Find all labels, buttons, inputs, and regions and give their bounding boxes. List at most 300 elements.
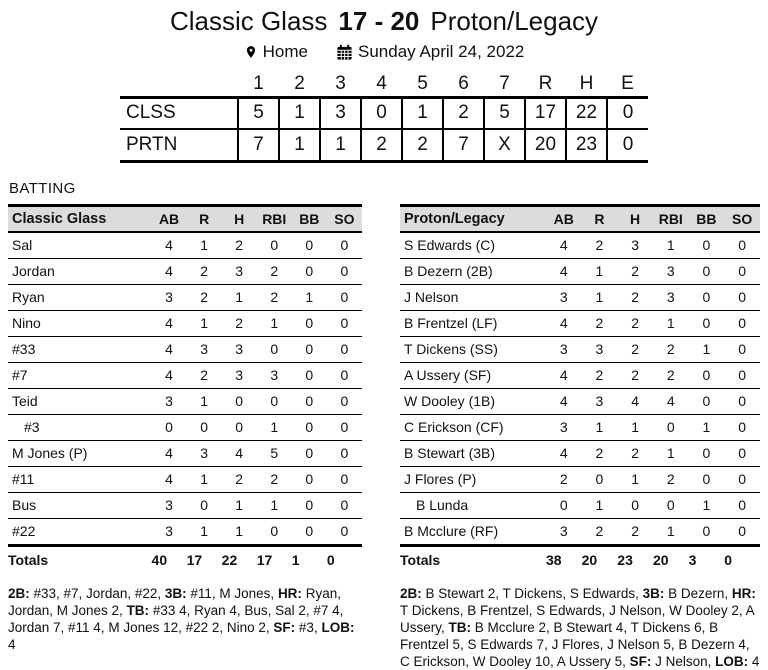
ab-value: 3: [152, 492, 187, 518]
r-value: 1: [187, 232, 222, 259]
r-value: 0: [582, 466, 618, 492]
so-value: 0: [327, 518, 362, 545]
so-value: 0: [327, 232, 362, 259]
rbi-value: 1: [653, 232, 689, 259]
totals-rbi: 17: [257, 545, 292, 573]
h-value: 4: [222, 440, 257, 466]
totals-ab: 40: [152, 545, 187, 573]
player-row: [400, 310, 760, 336]
h-value: 3: [222, 258, 257, 284]
player-row: [8, 440, 362, 466]
so-value: 0: [327, 258, 362, 284]
rbi-value: 0: [257, 232, 292, 259]
rbi-value: 2: [653, 336, 689, 362]
bb-value: 0: [292, 258, 327, 284]
so-value: 0: [724, 362, 760, 388]
errors-total: 0: [607, 97, 648, 129]
note-label: HR:: [277, 585, 302, 601]
player-name: B Stewart (3B): [400, 440, 546, 466]
note-text: J Nelson,: [651, 653, 716, 669]
r-value: 2: [582, 518, 618, 545]
batting-section-title: BATTING: [9, 179, 76, 197]
inning-score: 1: [320, 129, 361, 161]
inning-score: 2: [443, 97, 484, 129]
player-name: J Nelson: [400, 284, 546, 310]
linescore-team-row: [120, 97, 648, 129]
stat-column-header: RBI: [257, 205, 292, 232]
ab-value: 0: [546, 492, 582, 518]
player-name: W Dooley (1B): [400, 388, 546, 414]
totals-h: 22: [222, 545, 257, 573]
ab-value: 4: [152, 336, 187, 362]
ab-value: 4: [152, 258, 187, 284]
so-value: 0: [327, 414, 362, 440]
so-value: 0: [327, 492, 362, 518]
ab-value: 3: [152, 284, 187, 310]
player-row: [8, 466, 362, 492]
note-text: 4: [748, 653, 760, 669]
stat-column-header: R: [187, 205, 222, 232]
stat-column-header: H: [222, 205, 257, 232]
r-value: 1: [187, 310, 222, 336]
player-name: C Erickson (CF): [400, 414, 546, 440]
ab-value: 0: [152, 414, 187, 440]
player-name: #33: [8, 336, 152, 362]
so-value: 0: [724, 518, 760, 545]
inning-score: 2: [402, 129, 443, 161]
note-text: B Dezern,: [664, 585, 732, 601]
h-value: 3: [222, 362, 257, 388]
bb-value: 0: [292, 414, 327, 440]
player-name: Jordan: [8, 258, 152, 284]
bb-value: 0: [689, 440, 725, 466]
h-value: 1: [222, 518, 257, 545]
r-value: 1: [582, 492, 618, 518]
totals-ab: 38: [546, 545, 582, 573]
player-name: Teid: [8, 388, 152, 414]
r-value: 1: [187, 388, 222, 414]
note-text: #33 4, Ryan 4, Bus, Sal 2, #7 4, Jordan 7, #11 4, M Jones 12, #22 2, Nino 2,: [8, 602, 344, 635]
rbi-value: 0: [653, 414, 689, 440]
stat-column-header: R: [582, 205, 618, 232]
linescore-team-abbr: PRTN: [120, 129, 238, 161]
player-row: [400, 414, 760, 440]
player-name: B Mcclure (RF): [400, 518, 546, 545]
player-row: [8, 492, 362, 518]
final-score: 17 - 20: [338, 6, 420, 36]
rbi-value: 1: [257, 414, 292, 440]
note-text: Ryan, Jordan, M Jones 2,: [8, 585, 341, 618]
r-value: 0: [187, 492, 222, 518]
ab-value: 4: [152, 440, 187, 466]
linescore-team-abbr: CLSS: [120, 97, 238, 129]
note-label: 3B:: [642, 585, 665, 601]
runs-total: 17: [525, 97, 566, 129]
note-label: LOB:: [321, 619, 355, 635]
player-row: [8, 362, 362, 388]
hits-total: 23: [566, 129, 607, 161]
note-text: T Dickens, B Frentzel, S Edwards, J Nelson, W Dooley 2, A Ussery,: [400, 602, 754, 635]
ab-value: 4: [546, 440, 582, 466]
r-value: 3: [187, 336, 222, 362]
rbi-value: 0: [257, 336, 292, 362]
bb-value: 0: [292, 362, 327, 388]
bb-value: 1: [689, 336, 725, 362]
player-row: [400, 284, 760, 310]
team-name-header: Classic Glass: [8, 205, 152, 232]
so-value: 0: [724, 336, 760, 362]
inning-score: 1: [279, 129, 320, 161]
note-label: SF:: [273, 619, 296, 635]
rbi-value: 3: [653, 258, 689, 284]
player-row: [8, 518, 362, 545]
h-value: 1: [617, 466, 653, 492]
player-row: [400, 336, 760, 362]
rbi-value: 3: [257, 362, 292, 388]
bb-value: 0: [689, 466, 725, 492]
h-value: 3: [222, 336, 257, 362]
rbi-value: 5: [257, 440, 292, 466]
so-value: 0: [327, 440, 362, 466]
note-label: 2B:: [400, 585, 422, 601]
r-value: 3: [187, 440, 222, 466]
bb-value: 1: [292, 284, 327, 310]
so-value: 0: [327, 388, 362, 414]
inning-score: X: [484, 129, 525, 161]
h-value: 1: [617, 414, 653, 440]
bb-value: 0: [292, 518, 327, 545]
player-name: #22: [8, 518, 152, 545]
rbi-value: 0: [257, 518, 292, 545]
so-value: 0: [724, 440, 760, 466]
totals-bb: 1: [292, 545, 327, 573]
totals-so: 0: [327, 545, 362, 573]
inning-score: 2: [361, 129, 402, 161]
player-row: [8, 284, 362, 310]
note-text: B Stewart 2, T Dickens, S Edwards,: [421, 585, 643, 601]
r-value: 2: [187, 284, 222, 310]
note-text: #33, #7, Jordan, #22,: [29, 585, 165, 601]
rbi-value: 2: [653, 466, 689, 492]
note-label: HR:: [731, 585, 756, 601]
r-value: 3: [582, 336, 618, 362]
bb-value: 0: [689, 362, 725, 388]
note-text: B Mcclure 2, B Stewart 4, T Dickens 6, B Frentzel 5, S Edwards 7, J Flores, J Nelson 5, B Dezern 4, C Erickson, W Dooley 10, A Ussery 5,: [400, 619, 750, 669]
so-value: 0: [724, 492, 760, 518]
so-value: 0: [327, 336, 362, 362]
player-name: M Jones (P): [8, 440, 152, 466]
r-value: 1: [187, 466, 222, 492]
bb-value: 0: [689, 232, 725, 259]
linescore-header-row: [120, 72, 648, 97]
rbi-value: 2: [257, 258, 292, 284]
linescore-column-header: 3: [320, 72, 361, 97]
linescore-column-header: 7: [484, 72, 525, 97]
r-value: 3: [582, 388, 618, 414]
totals-label: Totals: [400, 545, 546, 573]
stat-column-header: AB: [152, 205, 187, 232]
linescore-column-header: 1: [238, 72, 279, 97]
h-value: 0: [222, 388, 257, 414]
rbi-value: 2: [653, 362, 689, 388]
bb-value: 0: [292, 492, 327, 518]
linescore-team-row: [120, 129, 648, 161]
batting-tables: [0, 204, 768, 670]
note-label: 3B:: [164, 585, 187, 601]
rbi-value: 0: [653, 492, 689, 518]
linescore-column-header: E: [607, 72, 648, 97]
h-value: 2: [222, 232, 257, 259]
r-value: 2: [187, 362, 222, 388]
h-value: 1: [222, 284, 257, 310]
totals-label: Totals: [8, 545, 152, 573]
rbi-value: 1: [653, 440, 689, 466]
note-text: #3,: [295, 619, 322, 635]
r-value: 2: [582, 310, 618, 336]
stat-column-header: SO: [327, 205, 362, 232]
rbi-value: 4: [653, 388, 689, 414]
player-name: S Edwards (C): [400, 232, 546, 259]
inning-score: 5: [484, 97, 525, 129]
location-label: Home: [262, 42, 308, 61]
hits-total: 22: [566, 97, 607, 129]
date-label: Sunday April 24, 2022: [358, 42, 525, 61]
inning-score: 7: [238, 129, 279, 161]
player-name: #11: [8, 466, 152, 492]
game-date: [336, 42, 524, 62]
player-row: [400, 362, 760, 388]
rbi-value: 1: [257, 492, 292, 518]
so-value: 0: [724, 258, 760, 284]
h-value: 0: [222, 414, 257, 440]
calendar-icon: [336, 44, 353, 61]
batting-column-away: [8, 204, 362, 653]
ab-value: 4: [546, 232, 582, 259]
player-name: B Dezern (2B): [400, 258, 546, 284]
stat-column-header: H: [617, 205, 653, 232]
player-row: [8, 310, 362, 336]
player-name: #7: [8, 362, 152, 388]
linescore-column-header: H: [566, 72, 607, 97]
inning-score: 5: [238, 97, 279, 129]
note-label: SF:: [629, 653, 652, 669]
bb-value: 0: [292, 440, 327, 466]
player-row: [400, 232, 760, 259]
linescore-corner-cell: [120, 72, 238, 97]
r-value: 2: [582, 362, 618, 388]
note-text: #11, M Jones,: [186, 585, 278, 601]
r-value: 2: [187, 258, 222, 284]
stat-column-header: SO: [724, 205, 760, 232]
away-team-name: Classic Glass: [169, 6, 328, 36]
player-row: [400, 492, 760, 518]
player-row: [8, 258, 362, 284]
player-row: [8, 388, 362, 414]
batting-header-row: [8, 205, 362, 232]
h-value: 1: [222, 492, 257, 518]
runs-total: 20: [525, 129, 566, 161]
stat-column-header: BB: [689, 205, 725, 232]
note-label: 2B:: [8, 585, 30, 601]
player-row: [400, 440, 760, 466]
linescore-column-header: R: [525, 72, 566, 97]
bb-value: 0: [292, 336, 327, 362]
inning-score: 3: [320, 97, 361, 129]
game-location: [244, 42, 308, 62]
stat-column-header: AB: [546, 205, 582, 232]
totals-so: 0: [724, 545, 760, 573]
player-name: B Frentzel (LF): [400, 310, 546, 336]
team-name-header: Proton/Legacy: [400, 205, 546, 232]
game-meta: [0, 42, 768, 62]
totals-row: [8, 545, 362, 573]
bb-value: 0: [689, 518, 725, 545]
player-name: Sal: [8, 232, 152, 259]
player-name: Nino: [8, 310, 152, 336]
linescore-column-header: 5: [402, 72, 443, 97]
page-title: [0, 0, 768, 36]
rbi-value: 2: [257, 466, 292, 492]
player-row: [8, 414, 362, 440]
so-value: 0: [327, 466, 362, 492]
r-value: 1: [582, 414, 618, 440]
player-name: Ryan: [8, 284, 152, 310]
inning-score: 1: [402, 97, 443, 129]
so-value: 0: [327, 310, 362, 336]
rbi-value: 1: [257, 310, 292, 336]
linescore-column-header: 2: [279, 72, 320, 97]
totals-r: 17: [187, 545, 222, 573]
linescore-column-header: 4: [361, 72, 402, 97]
totals-r: 20: [582, 545, 618, 573]
bb-value: 0: [292, 388, 327, 414]
h-value: 2: [222, 310, 257, 336]
bb-value: 0: [292, 232, 327, 259]
so-value: 0: [724, 310, 760, 336]
player-row: [400, 258, 760, 284]
bb-value: 0: [292, 310, 327, 336]
r-value: 2: [582, 232, 618, 259]
inning-score: 7: [443, 129, 484, 161]
batting-header-row: [400, 205, 760, 232]
ab-value: 4: [546, 388, 582, 414]
bb-value: 1: [689, 492, 725, 518]
so-value: 0: [724, 466, 760, 492]
h-value: 2: [617, 284, 653, 310]
so-value: 0: [327, 362, 362, 388]
bb-value: 0: [689, 284, 725, 310]
player-row: [400, 518, 760, 545]
batting-notes-away: [8, 585, 362, 653]
player-row: [400, 388, 760, 414]
h-value: 2: [617, 336, 653, 362]
note-label: LOB:: [715, 653, 749, 669]
player-name: A Ussery (SF): [400, 362, 546, 388]
bb-value: 0: [292, 466, 327, 492]
ab-value: 3: [152, 518, 187, 545]
ab-value: 4: [546, 310, 582, 336]
note-label: TB:: [448, 619, 472, 635]
batting-notes-home: [400, 585, 760, 670]
stat-column-header: RBI: [653, 205, 689, 232]
so-value: 0: [724, 414, 760, 440]
ab-value: 4: [546, 258, 582, 284]
rbi-value: 3: [653, 284, 689, 310]
totals-rbi: 20: [653, 545, 689, 573]
player-row: [8, 336, 362, 362]
inning-score: 0: [361, 97, 402, 129]
totals-h: 23: [617, 545, 653, 573]
linescore-table: [120, 72, 648, 163]
bb-value: 0: [689, 310, 725, 336]
ab-value: 3: [546, 336, 582, 362]
h-value: 2: [222, 466, 257, 492]
totals-bb: 3: [689, 545, 725, 573]
player-name: Bus: [8, 492, 152, 518]
r-value: 0: [187, 414, 222, 440]
stat-column-header: BB: [292, 205, 327, 232]
r-value: 1: [582, 258, 618, 284]
ab-value: 4: [152, 310, 187, 336]
map-pin-icon: [244, 43, 258, 61]
note-text: 4: [8, 636, 16, 652]
bb-value: 1: [689, 414, 725, 440]
r-value: 2: [582, 440, 618, 466]
h-value: 2: [617, 518, 653, 545]
player-name: J Flores (P): [400, 466, 546, 492]
rbi-value: 0: [257, 388, 292, 414]
ab-value: 4: [152, 362, 187, 388]
h-value: 2: [617, 258, 653, 284]
batting-column-home: [400, 204, 760, 670]
h-value: 3: [617, 232, 653, 259]
so-value: 0: [724, 388, 760, 414]
h-value: 2: [617, 440, 653, 466]
ab-value: 2: [546, 466, 582, 492]
h-value: 0: [617, 492, 653, 518]
totals-row: [400, 545, 760, 573]
batting-table-home: [400, 204, 760, 573]
so-value: 0: [724, 284, 760, 310]
ab-value: 4: [152, 466, 187, 492]
r-value: 1: [187, 518, 222, 545]
ab-value: 3: [546, 518, 582, 545]
rbi-value: 2: [257, 284, 292, 310]
ab-value: 3: [152, 388, 187, 414]
player-name: T Dickens (SS): [400, 336, 546, 362]
player-name: B Lunda: [400, 492, 546, 518]
h-value: 2: [617, 310, 653, 336]
h-value: 2: [617, 362, 653, 388]
player-row: [400, 466, 760, 492]
bb-value: 0: [689, 258, 725, 284]
ab-value: 3: [546, 414, 582, 440]
ab-value: 4: [546, 362, 582, 388]
linescore-column-header: 6: [443, 72, 484, 97]
bb-value: 0: [689, 388, 725, 414]
player-row: [8, 232, 362, 259]
rbi-value: 1: [653, 518, 689, 545]
note-label: TB:: [126, 602, 150, 618]
ab-value: 4: [152, 232, 187, 259]
rbi-value: 1: [653, 310, 689, 336]
ab-value: 3: [546, 284, 582, 310]
so-value: 0: [327, 284, 362, 310]
so-value: 0: [724, 232, 760, 259]
player-name: #3: [8, 414, 152, 440]
inning-score: 1: [279, 97, 320, 129]
errors-total: 0: [607, 129, 648, 161]
